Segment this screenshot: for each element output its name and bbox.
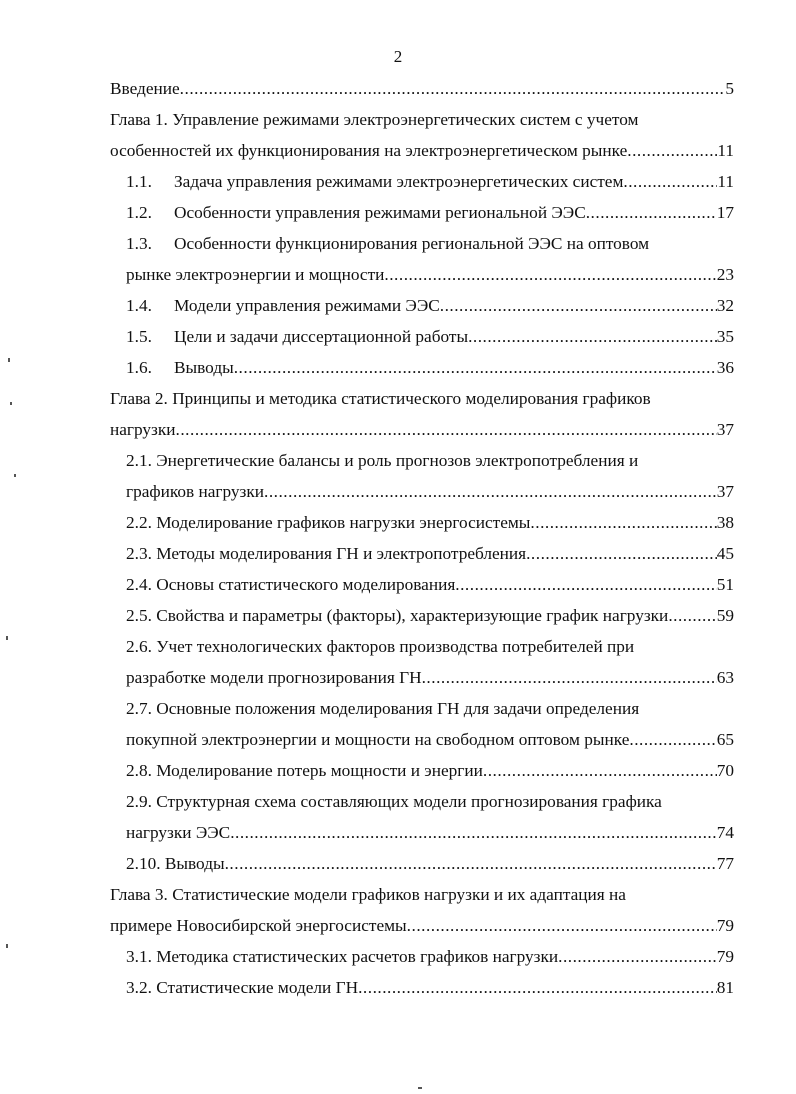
toc-entry-s2-9-line-2 bbox=[110, 817, 734, 848]
toc-entry-s2-3 bbox=[110, 538, 734, 569]
toc-entry-title: 3.2. Статистические модели ГН bbox=[126, 978, 359, 997]
toc-entry-title: графиков нагрузки bbox=[126, 482, 265, 501]
toc-entry-intro bbox=[110, 73, 734, 104]
scan-mark bbox=[6, 944, 8, 948]
toc-entry-title: рынке электроэнергии и мощности bbox=[126, 265, 385, 284]
toc-leader-dots bbox=[627, 135, 717, 166]
toc-entry-s2-6-line-1 bbox=[110, 631, 734, 662]
toc-entry-title: Глава 1. Управление режимами электроэнергетических систем с учетом bbox=[110, 110, 639, 129]
toc-entry-title: 2.7. Основные положения моделирования ГН для задачи определения bbox=[126, 699, 640, 718]
toc-entry-s1-1 bbox=[110, 166, 734, 197]
toc-entry-page: 5 bbox=[725, 79, 734, 98]
toc-entry-number: 1.2. bbox=[126, 203, 152, 222]
scan-mark bbox=[10, 402, 12, 405]
toc-entry-s2-2 bbox=[110, 507, 734, 538]
toc-entry-page: 35 bbox=[716, 327, 734, 346]
toc-entry-title: 2.3. Методы моделирования ГН и электропотребления bbox=[126, 544, 527, 563]
toc-entry-ch3-line-2 bbox=[110, 910, 734, 941]
toc-entry-ch1-line-1 bbox=[110, 104, 734, 135]
toc-leader-dots bbox=[384, 259, 716, 290]
toc-entry-page: 63 bbox=[716, 668, 734, 687]
toc-entry-s2-5 bbox=[110, 600, 734, 631]
toc-entry-title: Выводы bbox=[174, 358, 234, 377]
toc-entry-title: 3.1. Методика статистических расчетов графиков нагрузки bbox=[126, 947, 559, 966]
toc-entry-title: нагрузки bbox=[110, 420, 176, 439]
toc-entry-title: 2.10. Выводы bbox=[126, 854, 225, 873]
toc-leader-dots bbox=[586, 197, 717, 228]
toc-leader-dots bbox=[440, 290, 717, 321]
toc-leader-dots bbox=[234, 352, 717, 383]
toc-leader-dots bbox=[230, 817, 717, 848]
toc-entry-title: нагрузки ЭЭС bbox=[126, 823, 231, 842]
toc-entry-page: 51 bbox=[716, 575, 734, 594]
toc-entry-title: Особенности управления режимами региональной ЭЭС bbox=[174, 203, 586, 222]
toc-entry-title: Задача управления режимами электроэнергетических систем bbox=[174, 172, 624, 191]
toc-entry-s2-6-line-2 bbox=[110, 662, 734, 693]
toc-leader-dots bbox=[455, 569, 716, 600]
toc-entry-s1-3-line-1 bbox=[110, 228, 734, 259]
toc-entry-title: 2.9. Структурная схема составляющих модели прогнозирования графика bbox=[126, 792, 662, 811]
toc-entry-s2-4 bbox=[110, 569, 734, 600]
toc-entry-number: 1.4. bbox=[126, 296, 152, 315]
toc-entry-s1-6 bbox=[110, 352, 734, 383]
toc-entry-page: 11 bbox=[717, 141, 734, 160]
toc-entry-title: 2.5. Свойства и параметры (факторы), характеризующие график нагрузки bbox=[126, 606, 669, 625]
toc-entry-title: Особенности функционирования региональной ЭЭС на оптовом bbox=[174, 234, 650, 253]
toc-entry-s2-1-line-1 bbox=[110, 445, 734, 476]
toc-entry-title: 2.1. Энергетические балансы и роль прогнозов электропотребления и bbox=[126, 451, 639, 470]
scan-mark bbox=[6, 636, 8, 640]
toc-entry-title: разработке модели прогнозирования ГН bbox=[126, 668, 422, 687]
toc-entry-s2-1-line-2 bbox=[110, 476, 734, 507]
toc-entry-page: 37 bbox=[716, 420, 734, 439]
toc-entry-page: 11 bbox=[717, 172, 734, 191]
toc-leader-dots bbox=[225, 848, 717, 879]
toc-leader-dots bbox=[668, 600, 716, 631]
toc-entry-s3-2 bbox=[110, 972, 734, 1003]
toc-entry-title: Введение bbox=[110, 79, 180, 98]
toc-entry-page: 59 bbox=[716, 606, 734, 625]
toc-entry-title: 2.8. Моделирование потерь мощности и энергии bbox=[126, 761, 483, 780]
toc-entry-s1-4 bbox=[110, 290, 734, 321]
toc-entry-number: 1.5. bbox=[126, 327, 152, 346]
toc-leader-dots bbox=[468, 321, 717, 352]
toc-leader-dots bbox=[358, 972, 717, 1003]
toc-entry-title: 2.4. Основы статистического моделирования bbox=[126, 575, 456, 594]
toc-entry-title: Глава 3. Статистические модели графиков нагрузки и их адаптация на bbox=[110, 885, 626, 904]
toc-entry-s1-2 bbox=[110, 197, 734, 228]
scan-mark bbox=[8, 358, 10, 362]
toc-entry-s2-7-line-1 bbox=[110, 693, 734, 724]
toc-entry-ch3-line-1 bbox=[110, 879, 734, 910]
toc-leader-dots bbox=[176, 414, 717, 445]
toc-entry-title: покупной электроэнергии и мощности на свободном оптовом рынке bbox=[126, 730, 630, 749]
toc-leader-dots bbox=[180, 73, 726, 104]
toc-entry-title: Модели управления режимами ЭЭС bbox=[174, 296, 440, 315]
toc-entry-title: Глава 2. Принципы и методика статистического моделирования графиков bbox=[110, 389, 651, 408]
toc-entry-page: 45 bbox=[716, 544, 734, 563]
toc-entry-page: 74 bbox=[716, 823, 734, 842]
scan-mark bbox=[14, 474, 16, 477]
toc-leader-dots bbox=[264, 476, 717, 507]
toc-leader-dots bbox=[530, 507, 716, 538]
toc-entry-s1-5 bbox=[110, 321, 734, 352]
toc-entry-s2-7-line-2 bbox=[110, 724, 734, 755]
toc-leader-dots bbox=[558, 941, 717, 972]
toc-leader-dots bbox=[526, 538, 717, 569]
toc-entry-page: 70 bbox=[716, 761, 734, 780]
toc-entry-s2-10 bbox=[110, 848, 734, 879]
toc-leader-dots bbox=[623, 166, 717, 197]
toc-leader-dots bbox=[629, 724, 716, 755]
table-of-contents bbox=[110, 73, 734, 1003]
toc-entry-ch2-line-1 bbox=[110, 383, 734, 414]
toc-entry-page: 77 bbox=[716, 854, 734, 873]
scan-mark bbox=[418, 1087, 422, 1089]
toc-entry-number: 1.1. bbox=[126, 172, 152, 191]
page-number: 2 bbox=[393, 47, 403, 66]
toc-entry-page: 38 bbox=[716, 513, 734, 532]
toc-entry-title: 2.2. Моделирование графиков нагрузки энергосистемы bbox=[126, 513, 531, 532]
toc-entry-page: 65 bbox=[716, 730, 734, 749]
toc-leader-dots bbox=[422, 662, 717, 693]
toc-leader-dots bbox=[407, 910, 717, 941]
toc-leader-dots bbox=[483, 755, 717, 786]
toc-entry-s1-3-line-2 bbox=[110, 259, 734, 290]
toc-entry-page: 36 bbox=[716, 358, 734, 377]
toc-entry-s3-1 bbox=[110, 941, 734, 972]
toc-entry-ch2-line-2 bbox=[110, 414, 734, 445]
toc-entry-page: 32 bbox=[716, 296, 734, 315]
toc-entry-page: 23 bbox=[716, 265, 734, 284]
toc-entry-page: 79 bbox=[716, 916, 734, 935]
toc-entry-s2-8 bbox=[110, 755, 734, 786]
toc-entry-title: примере Новосибирской энергосистемы bbox=[110, 916, 407, 935]
toc-entry-page: 37 bbox=[716, 482, 734, 501]
toc-entry-s2-9-line-1 bbox=[110, 786, 734, 817]
toc-entry-ch1-line-2 bbox=[110, 135, 734, 166]
toc-entry-page: 81 bbox=[716, 978, 734, 997]
toc-entry-number: 1.3. bbox=[126, 234, 152, 253]
toc-entry-title: Цели и задачи диссертационной работы bbox=[174, 327, 469, 346]
toc-entry-page: 79 bbox=[716, 947, 734, 966]
toc-entry-title: особенностей их функционирования на электроэнергетическом рынке bbox=[110, 141, 628, 160]
toc-entry-number: 1.6. bbox=[126, 358, 152, 377]
toc-entry-title: 2.6. Учет технологических факторов производства потребителей при bbox=[126, 637, 635, 656]
toc-entry-page: 17 bbox=[716, 203, 734, 222]
